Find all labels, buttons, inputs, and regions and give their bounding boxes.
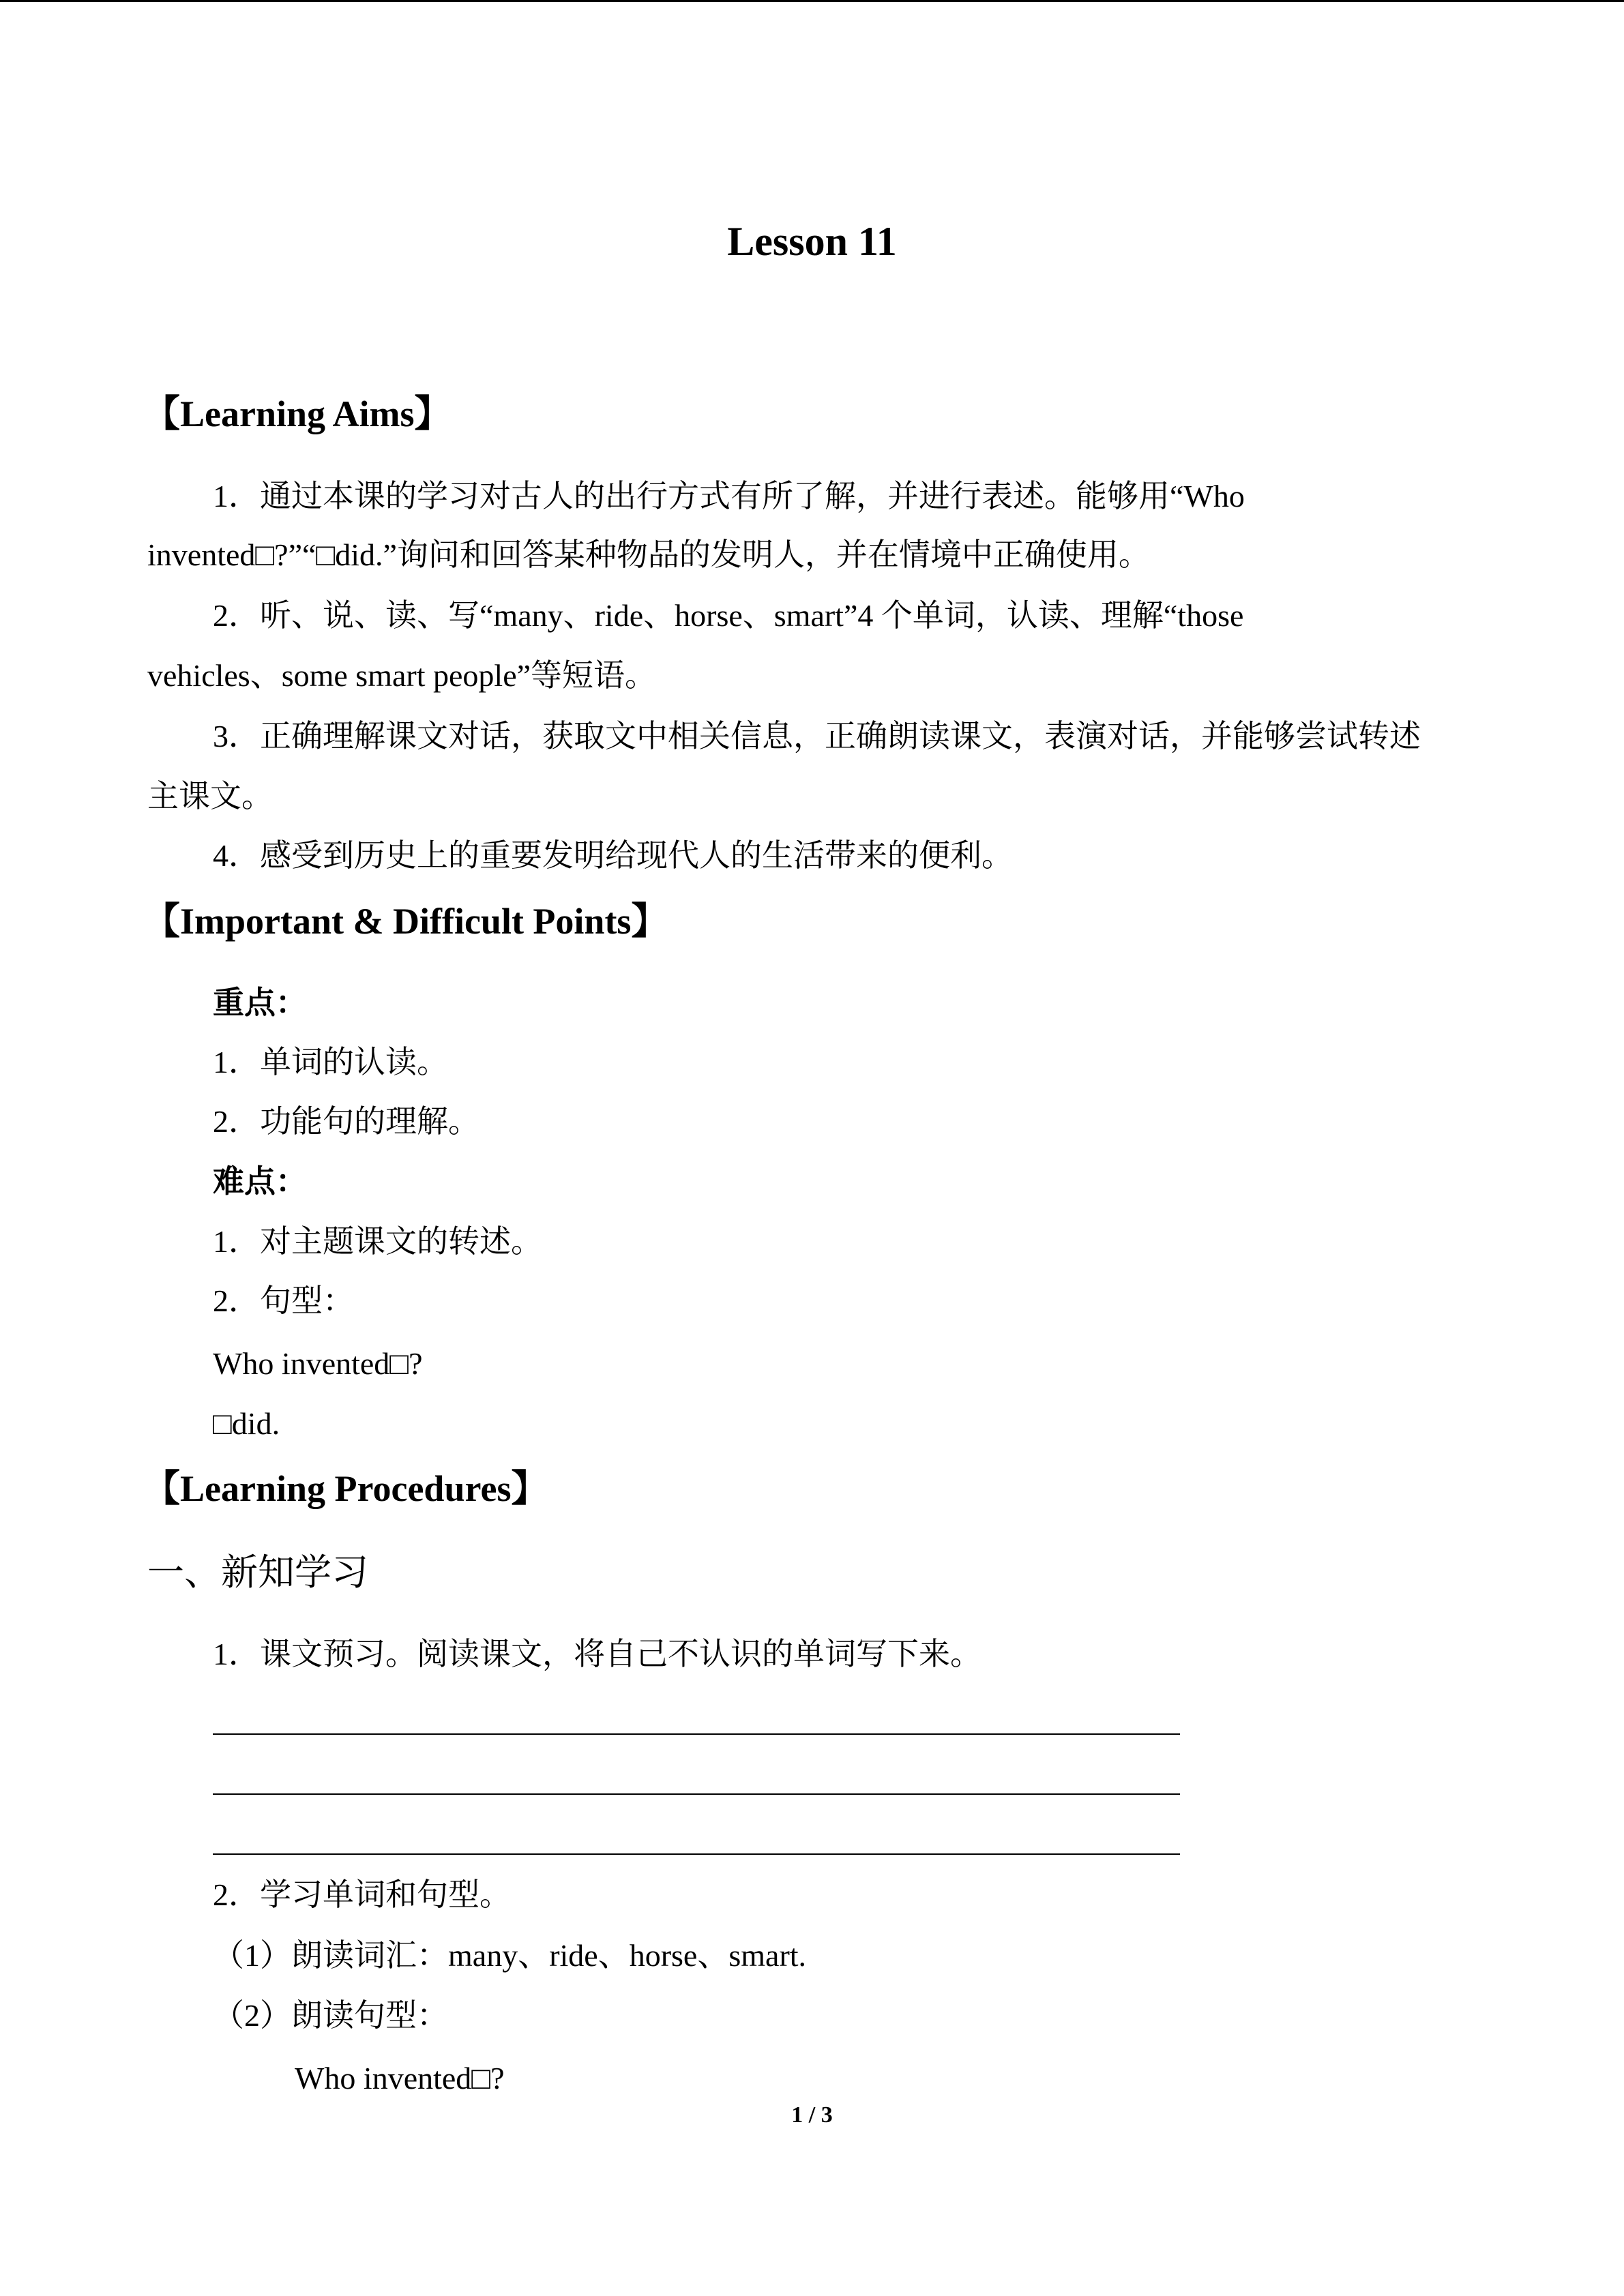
difficult-points-label: 难点： — [213, 1164, 307, 1199]
answer-blank-line-2[interactable] — [213, 1793, 1180, 1795]
aim-4: 4．感受到历史上的重要发明给现代人的生活带来的便利。 — [213, 838, 1013, 873]
learning-procedures-heading: 【Learning Procedures】 — [143, 1468, 548, 1509]
difficult-point-2: 2．句型： — [213, 1283, 354, 1318]
key-point-1: 1．单词的认读。 — [213, 1045, 448, 1079]
top-border-rule — [0, 0, 1624, 2]
sentence-pattern-answer: □did. — [213, 1406, 280, 1441]
key-points-label: 重点： — [213, 985, 307, 1020]
step-2-study: 2．学习单词和句型。 — [213, 1877, 511, 1912]
aim-2-line-1: 2．听、说、读、写“many、ride、horse、smart”4 个单词，认读、理解“those — [213, 598, 1244, 633]
step-1-preview: 1．课文预习。阅读课文，将自己不认识的单词写下来。 — [213, 1637, 981, 1671]
answer-blank-line-3[interactable] — [213, 1853, 1180, 1855]
aim-3-line-1: 3．正确理解课文对话，获取文中相关信息，正确朗读课文，表演对话，并能够尝试转述 — [213, 719, 1421, 754]
answer-blank-line-1[interactable] — [213, 1733, 1180, 1735]
step-2-sentence: Who invented□? — [295, 2061, 505, 2096]
aim-2-line-2: vehicles、some smart people”等短语。 — [147, 658, 657, 693]
important-difficult-heading: 【Important & Difficult Points】 — [143, 901, 668, 942]
step-2-sentence-label: （2）朗读句型： — [213, 1998, 448, 2033]
aim-3-line-2: 主课文。 — [147, 779, 273, 814]
aim-1-line-1: 1．通过本课的学习对古人的出行方式有所了解，并进行表述。能够用“Who — [213, 479, 1245, 513]
section-new-knowledge: 一、新知学习 — [147, 1552, 368, 1593]
key-point-2: 2．功能句的理解。 — [213, 1104, 479, 1139]
page-title: Lesson 11 — [727, 219, 897, 264]
page-number: 1 / 3 — [791, 2102, 833, 2128]
learning-aims-heading: 【Learning Aims】 — [143, 393, 452, 434]
sentence-pattern-question: Who invented□? — [213, 1346, 423, 1381]
aim-1-line-2: invented□?”“□did.”询问和回答某种物品的发明人，并在情境中正确使用。 — [147, 537, 1150, 572]
difficult-point-1: 1．对主题课文的转述。 — [213, 1224, 542, 1259]
step-2-vocabulary: （1）朗读词汇：many、ride、horse、smart. — [213, 1938, 807, 1973]
